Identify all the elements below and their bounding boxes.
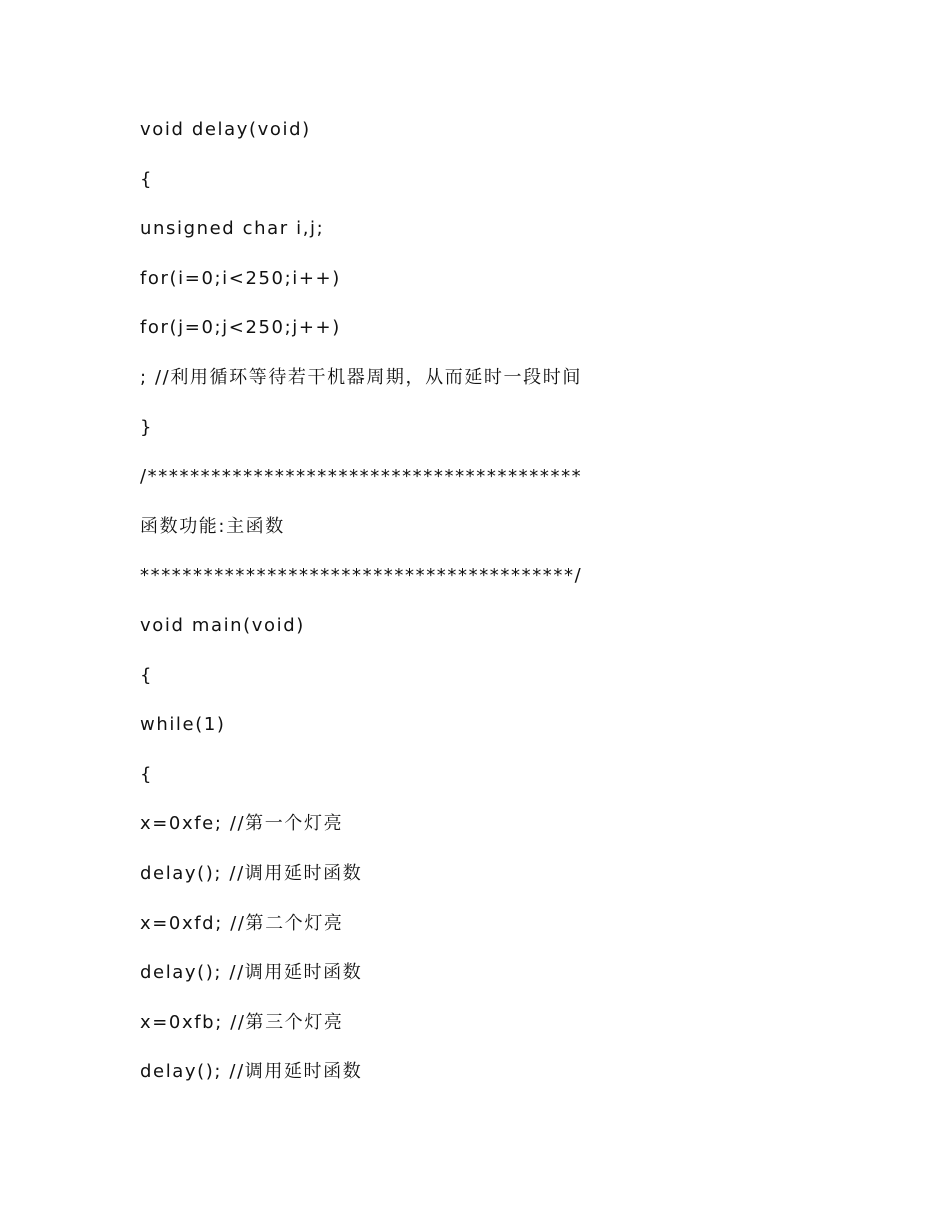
- code-listing: [140, 117, 582, 1109]
- code-line-empty-statement-comment: ; //利用循环等待若干机器周期，从而延时一段时间: [140, 366, 582, 388]
- code-line-comment-close: *****************************************/: [140, 565, 583, 587]
- code-line-outer-for: for(i=0;i<250;i++): [140, 267, 341, 289]
- code-line-set-led-2: x=0xfd; //第二个灯亮: [140, 912, 344, 934]
- code-line-delay-call-2: delay(); //调用延时函数: [140, 962, 363, 984]
- code-line-delay-signature: void delay(void): [140, 119, 311, 140]
- code-line-var-declaration: unsigned char i,j;: [140, 218, 325, 240]
- code-line-inner-for: for(j=0;j<250;j++): [140, 317, 341, 339]
- code-line-function-description: 函数功能:主函数: [140, 515, 285, 537]
- code-line-delay-call-3: delay(); //调用延时函数: [140, 1061, 363, 1083]
- code-line-close-brace: }: [140, 416, 154, 438]
- code-line-main-signature: void main(void): [140, 614, 305, 636]
- code-line-main-open-brace: {: [140, 664, 154, 686]
- code-line-comment-open: /*****************************************: [140, 466, 583, 488]
- code-line-set-led-1: x=0xfe; //第一个灯亮: [140, 813, 344, 835]
- code-line-while-loop: while(1): [140, 714, 226, 736]
- code-line-delay-call-1: delay(); //调用延时函数: [140, 862, 363, 884]
- code-line-open-brace: {: [140, 168, 154, 190]
- code-line-while-open-brace: {: [140, 763, 154, 785]
- code-line-set-led-3: x=0xfb; //第三个灯亮: [140, 1011, 344, 1033]
